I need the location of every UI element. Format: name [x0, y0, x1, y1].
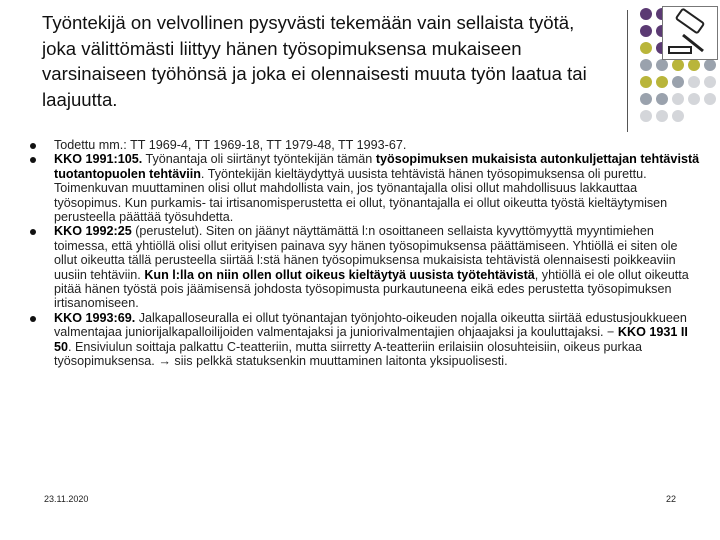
bullet-marker	[30, 229, 36, 235]
dot	[656, 110, 668, 122]
bullet-text: (perustelut). Siten on jäänyt näyttämättä l:n osoittaneen sellaista kyvyttömyyttä myyntimiehen toimessa, että yhtiöllä olisi ollut erityisen painava syy hänen työsopimuksensa päättämiseen. Yhtiöllä ei siten ole ollut oikeutta tällä perusteella siirtää l:stä hänen työsopimuksensa mukaisista tehtävistä olennaisesti poikkeaviin uusiin tehtäviin.	[54, 224, 678, 282]
bullet-marker	[30, 316, 36, 322]
footer-date: 23.11.2020	[44, 494, 89, 504]
bullet-text: Todettu mm.:	[54, 138, 131, 152]
case-ref: KKO 1991:105.	[54, 152, 143, 167]
dot	[656, 93, 668, 105]
case-ref: KKO 1931 II 50	[54, 325, 688, 354]
bullet-emphasis: työsopimuksen mukaisista autonkuljettajan tehtävistä tuotantopuolen tehtäviin	[54, 152, 700, 181]
divider-line	[627, 10, 628, 132]
dot	[640, 25, 652, 37]
dot	[704, 76, 716, 88]
bullet-item	[30, 311, 702, 369]
case-ref: KKO 1993:69.	[54, 310, 136, 325]
bullet-text: . Työntekijän kieltäydyttyä uusista tehtävistä hänen työsopimuksensa oli purettu. Toimenkuvan muuttaminen olisi ollut mahdollista vain, jos työnantajalla olisi ollut mahdollisuus lakkauttaa työsopimus. Kun purkamis- tai irtisanomisperustetta ei ollut, työnantajalla ei ollut oikeutta työstä kieltäytymisen perusteella päättää työsuhdetta.	[54, 166, 668, 225]
bullet-text: Jalkapalloseuralla ei ollut työnantajan työnjohto-oikeuden nojalla oikeutta siirtää edustusjoukkueen valmentajaa juniorijalkapalloilijoiden valmentajaksi ja juniorivalmentajien ohjaajaksi ja kouluttajaksi. −	[54, 310, 687, 340]
dot	[656, 76, 668, 88]
bullet-case-refs: TT 1969-4, TT 1969-18, TT 1979-48, TT 1993-67.	[130, 138, 407, 152]
arrow-icon: →	[158, 354, 171, 369]
dot	[672, 110, 684, 122]
page-number: 22	[666, 494, 677, 504]
gavel-icon-svg	[663, 7, 717, 59]
dot	[672, 76, 684, 88]
bullet-marker	[30, 143, 36, 149]
dot	[640, 76, 652, 88]
case-ref: KKO 1992:25	[54, 224, 132, 239]
dot	[688, 76, 700, 88]
gavel-icon	[662, 6, 718, 60]
bullet-list	[30, 138, 702, 369]
bullet-text: siis pelkkä statuksenkin muuttaminen laitonta yksipuolisesti.	[170, 354, 508, 369]
dot	[640, 59, 652, 71]
dot	[640, 93, 652, 105]
dot	[688, 93, 700, 105]
dot	[640, 42, 652, 54]
slide-title: Työntekijä on velvollinen pysyvästi tekemään vain sellaista työtä, joka välittömästi liittyy hänen työsopimuksensa mukaiseen varsinaiseen työhönsä ja joka ei olennaisesti muuta työn laatua tai laajuutta.	[42, 12, 587, 110]
bullet-marker	[30, 157, 36, 163]
dot	[640, 110, 652, 122]
bullet-item	[30, 152, 702, 224]
dot	[672, 93, 684, 105]
bullet-emphasis: Kun l:lla on niin ollen ollut oikeus kieltäytyä uusista työtehtävistä	[144, 267, 535, 282]
dot	[640, 8, 652, 20]
bullet-text: , yhtiöllä ei ole ollut oikeutta pitää hänen työstä pois jäämisensä johdosta työsopimusta purkautuneena eikä edes perustetta työsopimuksen irtisanomiseen.	[54, 267, 689, 311]
bullet-item	[30, 224, 702, 310]
bullet-text: Työnantaja oli siirtänyt työntekijän tämän	[142, 152, 376, 167]
bullet-text: . Ensiviulun soittaja palkattu C-teatteriin, mutta siirretty A-teatteriin erilaisiin olosuhteisiin, oikeus purkaa työsopimuksensa.	[54, 339, 642, 369]
dot	[704, 93, 716, 105]
bullet-item	[30, 138, 702, 152]
